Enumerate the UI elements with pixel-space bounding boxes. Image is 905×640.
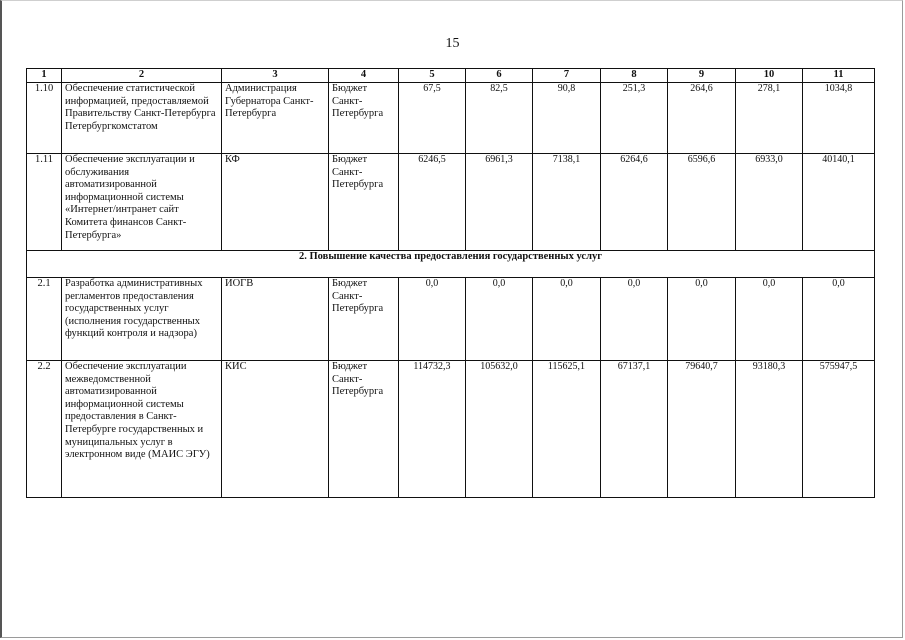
section-heading: 2. Повышение качества предоставления государственных услуг: [27, 251, 875, 278]
budget-table: [26, 68, 875, 498]
column-header: 5: [399, 69, 466, 83]
value-cell: 82,5: [466, 83, 533, 154]
column-header: 7: [533, 69, 601, 83]
total-cell: 40140,1: [803, 154, 875, 251]
value-cell: 264,6: [668, 83, 736, 154]
funding-source: Бюджет Санкт-Петербурга: [329, 278, 399, 361]
value-cell: 79640,7: [668, 361, 736, 498]
value-cell: 67,5: [399, 83, 466, 154]
funding-source: Бюджет Санкт-Петербурга: [329, 154, 399, 251]
activity-name: Обеспечение статистической информацией, предоставляемой Правительству Санкт-Петербурга Петербургкомстатом: [62, 83, 222, 154]
table-row: [27, 278, 875, 361]
funding-source: Бюджет Санкт-Петербурга: [329, 361, 399, 498]
total-cell: 0,0: [803, 278, 875, 361]
row-number: 1.11: [27, 154, 62, 251]
value-cell: 114732,3: [399, 361, 466, 498]
value-cell: 6933,0: [736, 154, 803, 251]
executor-cell: ИОГВ: [222, 278, 329, 361]
executor-cell: Администрация Губернатора Санкт-Петербурга: [222, 83, 329, 154]
value-cell: 251,3: [601, 83, 668, 154]
column-header: 1: [27, 69, 62, 83]
value-cell: 6961,3: [466, 154, 533, 251]
value-cell: 6264,6: [601, 154, 668, 251]
executor-cell: КФ: [222, 154, 329, 251]
value-cell: 67137,1: [601, 361, 668, 498]
funding-source: Бюджет Санкт-Петербурга: [329, 83, 399, 154]
row-number: 2.2: [27, 361, 62, 498]
value-cell: 90,8: [533, 83, 601, 154]
header-row: [27, 69, 875, 83]
executor-cell: КИС: [222, 361, 329, 498]
value-cell: 0,0: [533, 278, 601, 361]
value-cell: 93180,3: [736, 361, 803, 498]
page-number: 15: [445, 36, 460, 51]
column-header: 8: [601, 69, 668, 83]
table-row: [27, 154, 875, 251]
activity-name: Обеспечение эксплуатации межведомственной автоматизированной информационной системы предоставления в Санкт-Петербурге государственных и муниципальных услуг в электронном виде (МАИС ЭГУ): [62, 361, 222, 498]
section-row: [27, 251, 875, 278]
value-cell: 0,0: [601, 278, 668, 361]
table-row: [27, 83, 875, 154]
column-header: 4: [329, 69, 399, 83]
activity-name: Разработка административных регламентов предоставления государственных услуг (исполнения государственных функций контроля и надзора): [62, 278, 222, 361]
value-cell: 6596,6: [668, 154, 736, 251]
column-header: 6: [466, 69, 533, 83]
row-number: 1.10: [27, 83, 62, 154]
value-cell: 105632,0: [466, 361, 533, 498]
activity-name: Обеспечение эксплуатации и обслуживания автоматизированной информационной системы «Интернет/интранет сайт Комитета финансов Санкт-Петербурга»: [62, 154, 222, 251]
column-header: 2: [62, 69, 222, 83]
total-cell: 575947,5: [803, 361, 875, 498]
column-header: 3: [222, 69, 329, 83]
value-cell: 0,0: [399, 278, 466, 361]
value-cell: 0,0: [736, 278, 803, 361]
value-cell: 115625,1: [533, 361, 601, 498]
column-header: 10: [736, 69, 803, 83]
column-header: 9: [668, 69, 736, 83]
value-cell: 0,0: [466, 278, 533, 361]
value-cell: 0,0: [668, 278, 736, 361]
value-cell: 6246,5: [399, 154, 466, 251]
value-cell: 278,1: [736, 83, 803, 154]
total-cell: 1034,8: [803, 83, 875, 154]
column-header: 11: [803, 69, 875, 83]
table-row: [27, 361, 875, 498]
value-cell: 7138,1: [533, 154, 601, 251]
row-number: 2.1: [27, 278, 62, 361]
